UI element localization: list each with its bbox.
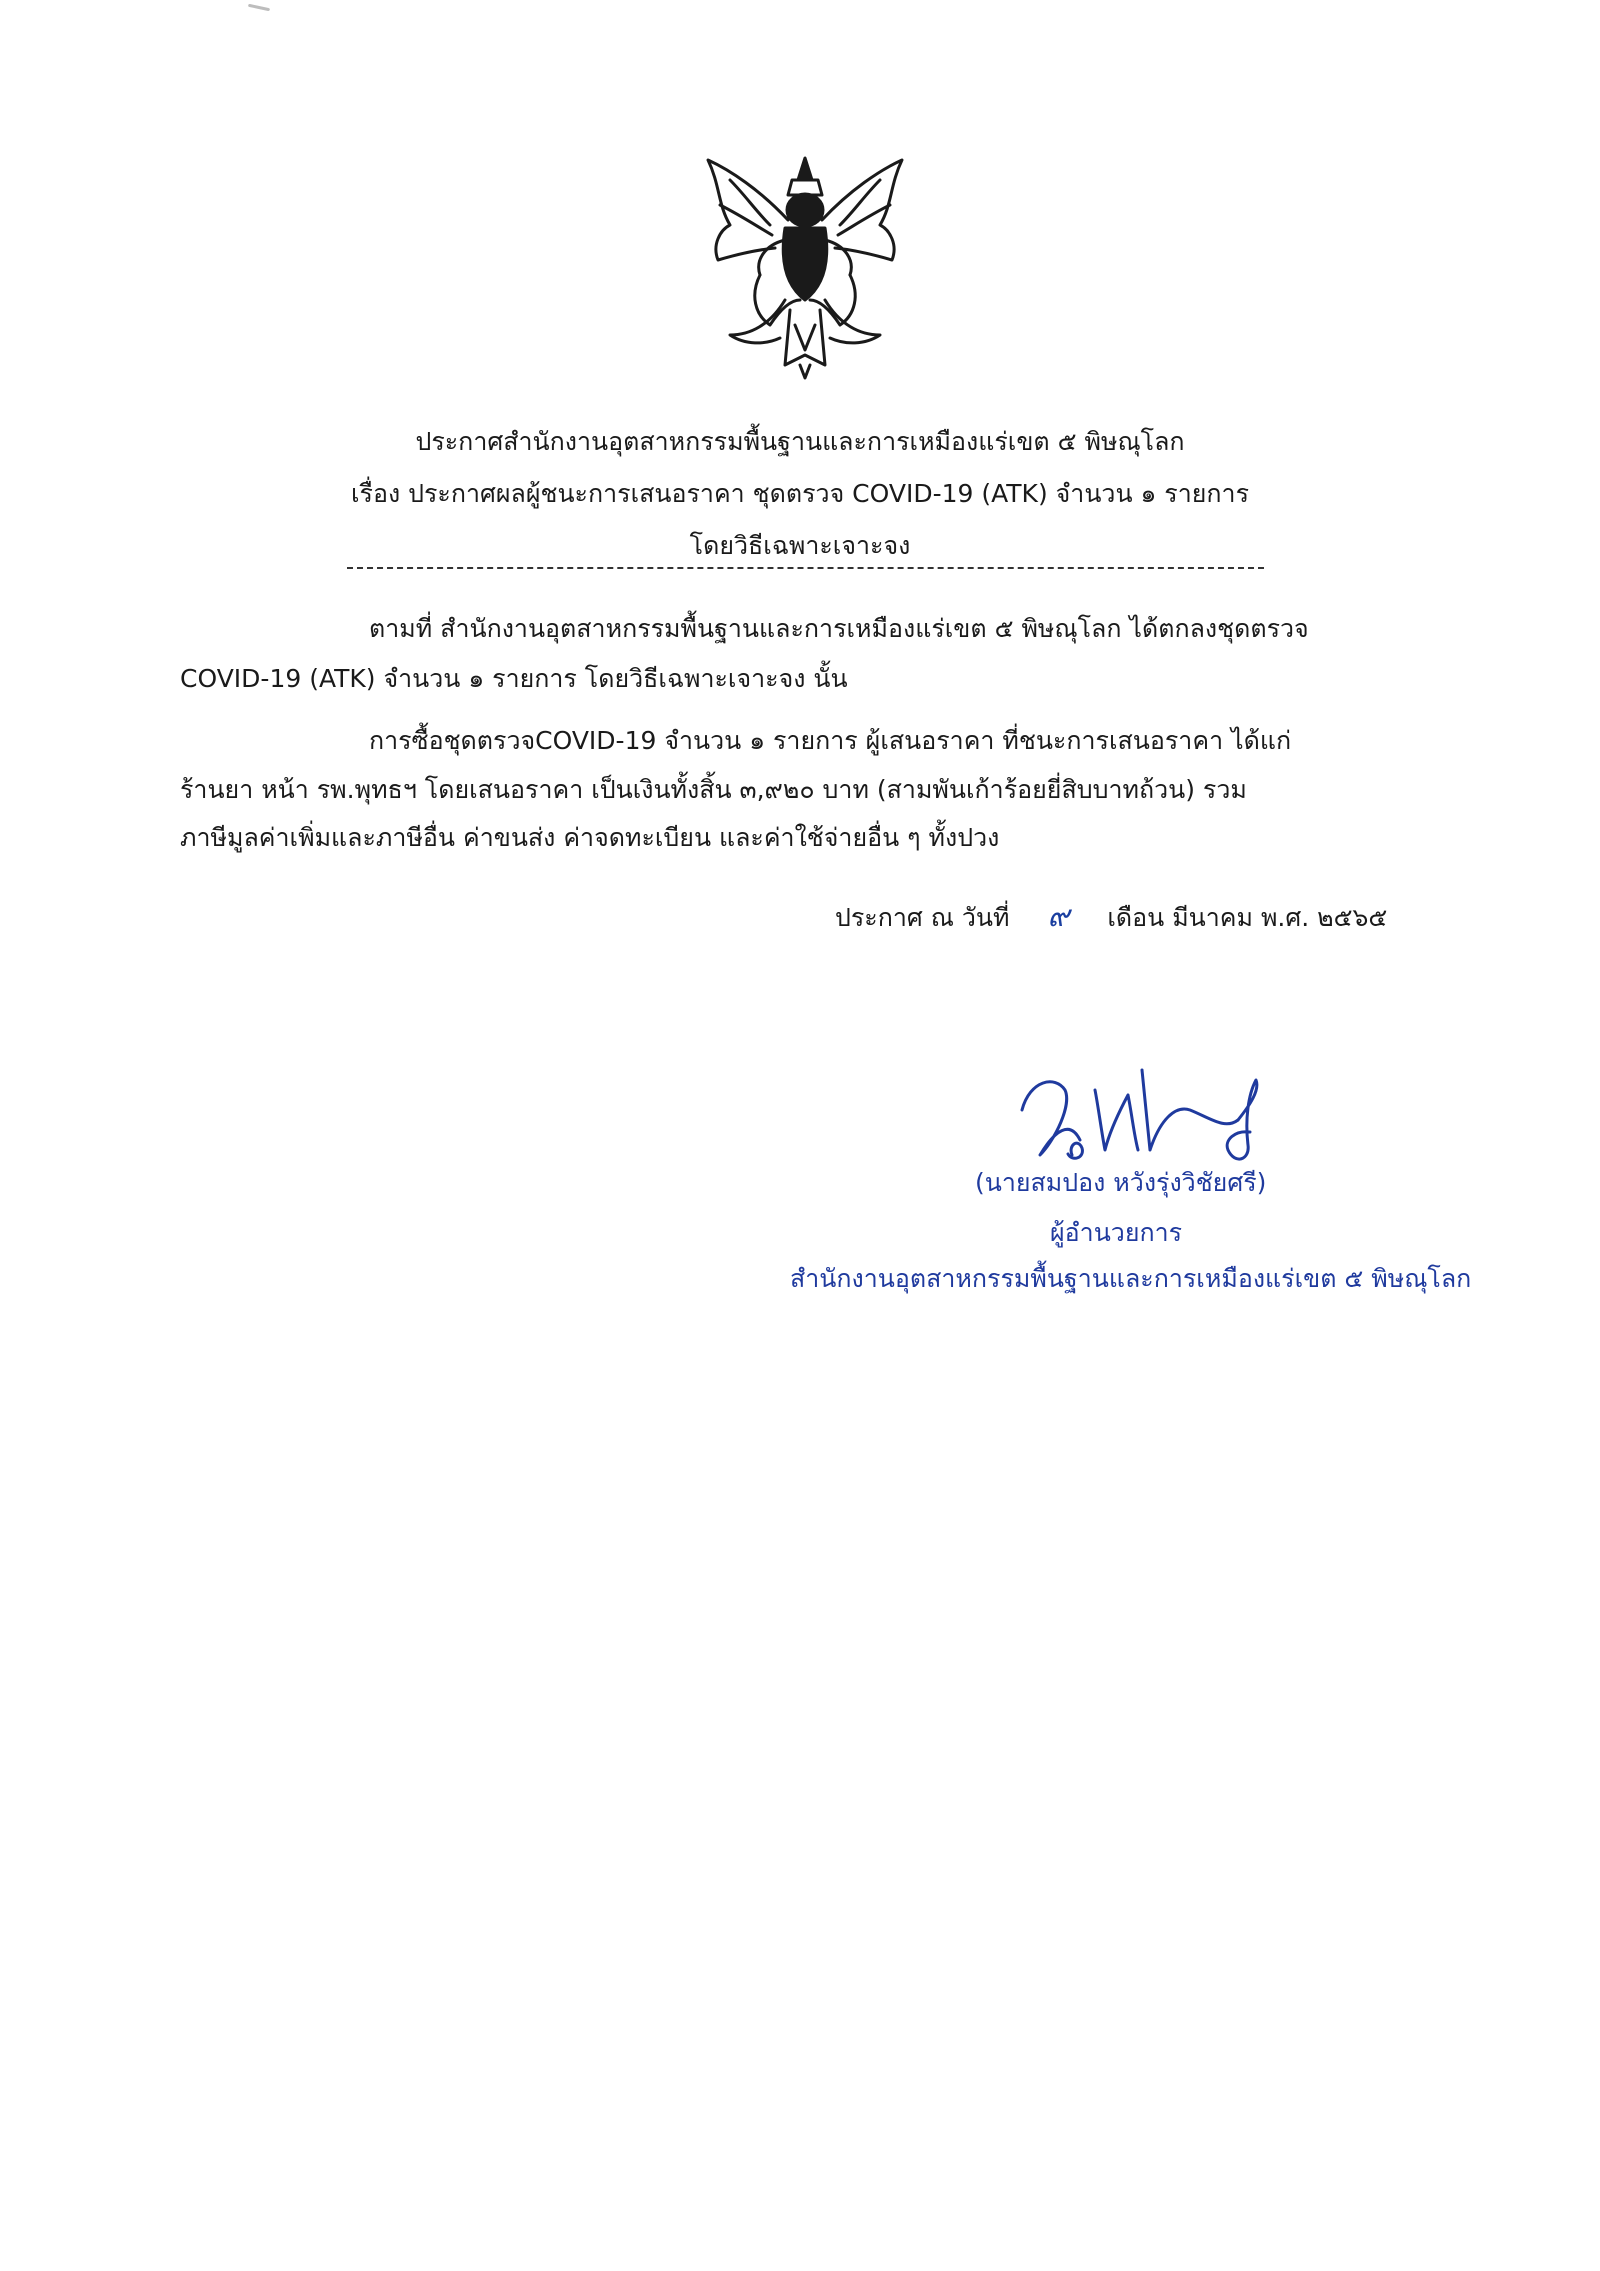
announcement-subject-cont: โดยวิธีเฉพาะเจาะจง bbox=[689, 531, 911, 560]
header-divider bbox=[347, 567, 1264, 569]
paragraph-1-line-1: ตามที่ สำนักงานอุตสาหกรรมพื้นฐานและการเหมืองแร่เขต ๕ พิษณุโลก ได้ตกลงชุดตรวจ bbox=[369, 614, 1309, 643]
signatory-organization: สำนักงานอุตสาหกรรมพื้นฐานและการเหมืองแร่เขต ๕ พิษณุโลก bbox=[790, 1264, 1472, 1293]
announcement-subject: เรื่อง ประกาศผลผู้ชนะการเสนอราคา ชุดตรวจ COVID-19 (ATK) จำนวน ๑ รายการ bbox=[350, 479, 1250, 508]
paragraph-2-line-1: การซื้อชุดตรวจCOVID-19 จำนวน ๑ รายการ ผู้เสนอราคา ที่ชนะการเสนอราคา ได้แก่ bbox=[369, 726, 1292, 755]
scan-artifact bbox=[248, 4, 270, 12]
garuda-emblem-icon bbox=[700, 150, 910, 380]
signatory-name: (นายสมปอง หวังรุ่งวิชัยศรี) bbox=[975, 1168, 1267, 1197]
signature-mark bbox=[1010, 1050, 1270, 1180]
date-suffix: เดือน มีนาคม พ.ศ. ๒๕๖๕ bbox=[1107, 903, 1388, 932]
date-day-handwritten: ๙ bbox=[1047, 899, 1070, 934]
paragraph-1-line-2: COVID-19 (ATK) จำนวน ๑ รายการ โดยวิธีเฉพาะเจาะจง นั้น bbox=[180, 664, 848, 693]
paragraph-2-line-3: ภาษีมูลค่าเพิ่มและภาษีอื่น ค่าขนส่ง ค่าจดทะเบียน และค่าใช้จ่ายอื่น ๆ ทั้งปวง bbox=[180, 823, 1000, 852]
signatory-position: ผู้อำนวยการ bbox=[1050, 1218, 1183, 1247]
announcement-title: ประกาศสำนักงานอุตสาหกรรมพื้นฐานและการเหมืองแร่เขต ๕ พิษณุโลก bbox=[415, 427, 1185, 456]
paragraph-2-line-2: ร้านยา หน้า รพ.พุทธฯ โดยเสนอราคา เป็นเงินทั้งสิ้น ๓,๙๒๐ บาท (สามพันเก้าร้อยยี่สิบบาทถ้วน) รวม bbox=[180, 775, 1247, 804]
date-prefix: ประกาศ ณ วันที่ bbox=[835, 903, 1010, 932]
announcement-date bbox=[835, 900, 1387, 935]
